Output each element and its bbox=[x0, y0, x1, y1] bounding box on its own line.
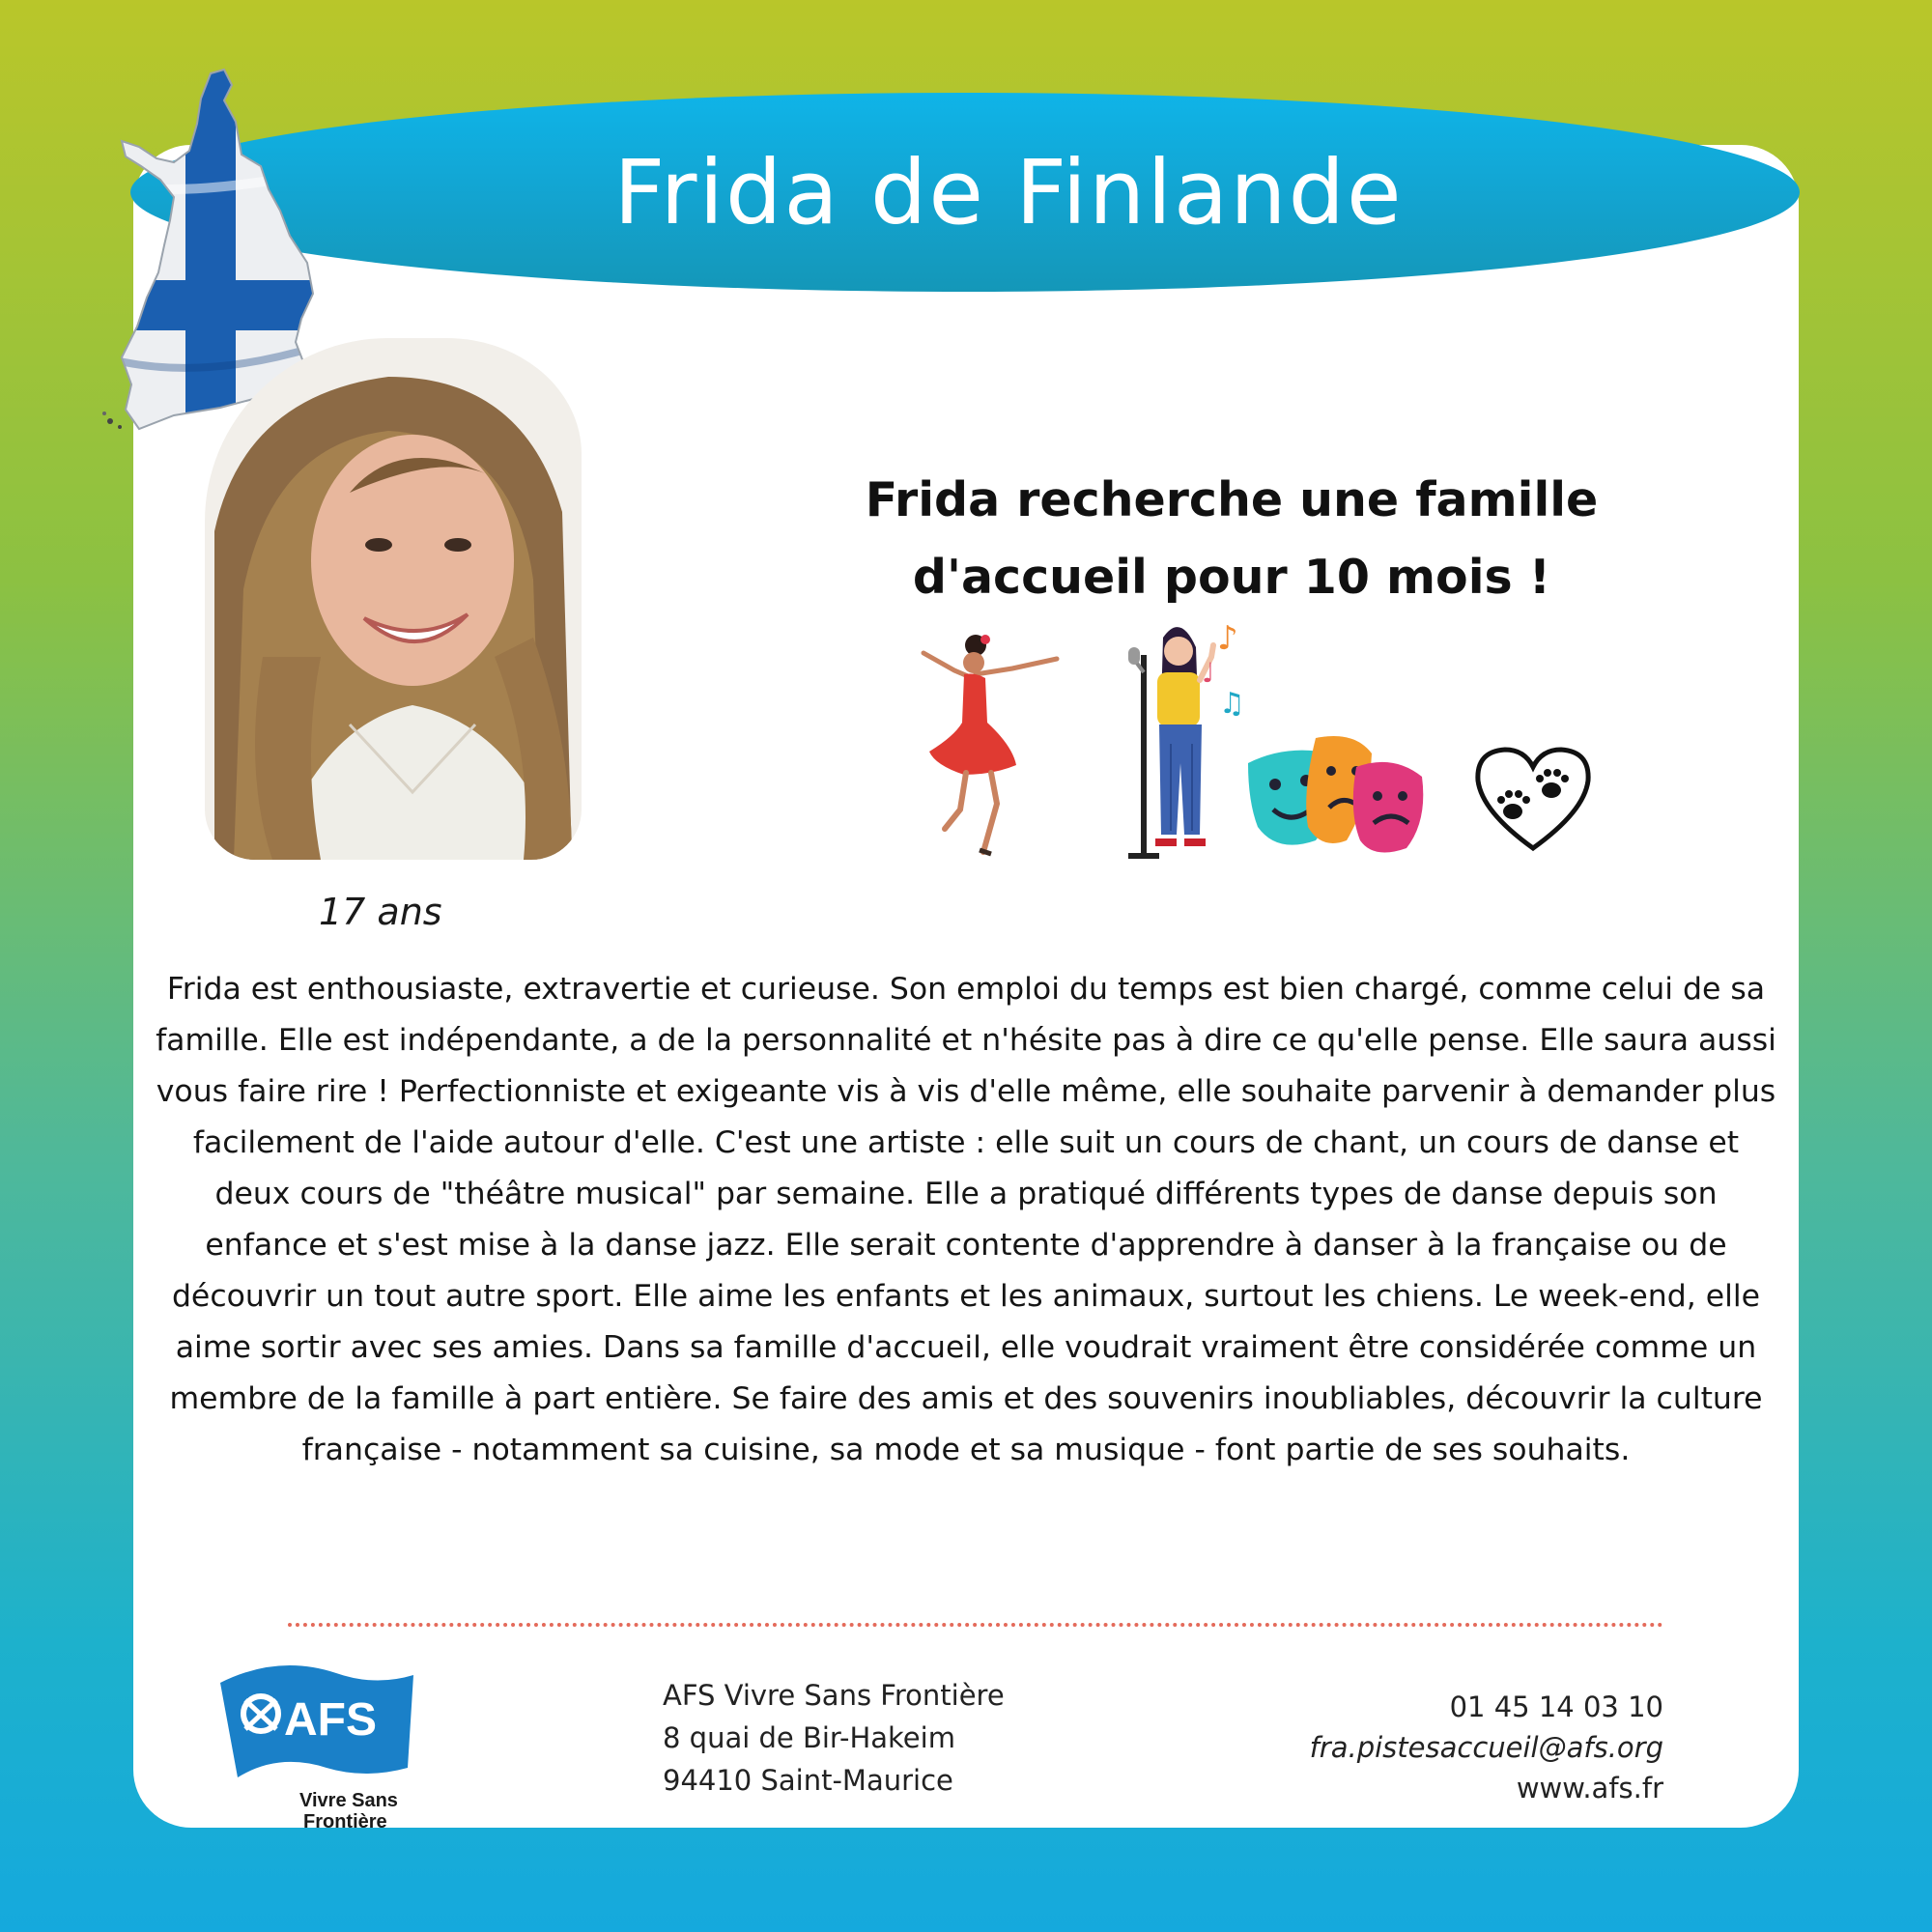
afs-logo-icon bbox=[211, 1654, 423, 1837]
headline-line-2: d'accueil pour 10 mois ! bbox=[912, 550, 1551, 605]
singer-microphone-icon bbox=[1094, 618, 1248, 860]
afs-logo-tagline-1: Vivre Sans bbox=[299, 1790, 398, 1811]
title-banner bbox=[130, 93, 1800, 292]
theatre-masks-icon bbox=[1248, 734, 1432, 862]
contact-email[interactable]: fra.pistesaccueil@afs.org bbox=[1309, 1731, 1663, 1764]
svg-text:♫: ♫ bbox=[1219, 687, 1245, 721]
paw-heart-icon bbox=[1474, 744, 1592, 854]
contact-block bbox=[1310, 1687, 1663, 1808]
afs-logo-tagline-2: Frontière bbox=[303, 1811, 387, 1833]
address-line-3: 94410 Saint-Maurice bbox=[663, 1764, 953, 1797]
headline bbox=[792, 462, 1671, 616]
afs-logo-brand: AFS bbox=[284, 1694, 377, 1746]
headline-line-1: Frida recherche une famille bbox=[865, 472, 1599, 527]
address-line-2: 8 quai de Bir-Hakeim bbox=[663, 1721, 955, 1754]
student-age: 17 ans bbox=[319, 891, 442, 933]
footer-divider bbox=[288, 1623, 1663, 1627]
address-block bbox=[663, 1674, 1005, 1802]
student-description: Frida est enthousiaste, extravertie et curieuse. Son emploi du temps est bien chargé, comme celui de sa famille. Elle est indépendante, a de la personnalité et n'hésite pas à dire ce qu'elle pense. Elle saura aussi vous faire rire ! Perfectionniste et exigeante vis à vis d'elle même, elle souhaite parvenir à demander plus facilement de l'aide autour d'elle. C'est une artiste : elle suit un cours de chant, un cours de danse et deux cours de "théâtre musical" par semaine. Elle a pratiqué différents types de danse depuis son enfance et s'est mise à la danse jazz. Elle serait contente d'apprendre à danser à la française ou de découvrir un tout autre sport. Elle aime les enfants et les animaux, surtout les chiens. Le week-end, elle aime sortir avec ses amies. Dans sa famille d'accueil, elle voudrait vraiment être considérée comme un membre de la famille à part entière. Se faire des amis et des souvenirs inoubliables, découvrir la culture française - notamment sa cuisine, sa mode et sa musique - font partie de ses souhaits. bbox=[156, 972, 1776, 1467]
contact-phone[interactable]: 01 45 14 03 10 bbox=[1449, 1690, 1663, 1723]
svg-text:♩: ♩ bbox=[1202, 657, 1215, 689]
svg-text:♪: ♪ bbox=[1217, 619, 1238, 658]
address-line-1: AFS Vivre Sans Frontière bbox=[663, 1679, 1005, 1712]
dancer-icon bbox=[916, 630, 1061, 858]
page-title: Frida de Finlande bbox=[613, 140, 1404, 244]
contact-website[interactable]: www.afs.fr bbox=[1516, 1772, 1663, 1804]
student-portrait bbox=[205, 338, 582, 860]
